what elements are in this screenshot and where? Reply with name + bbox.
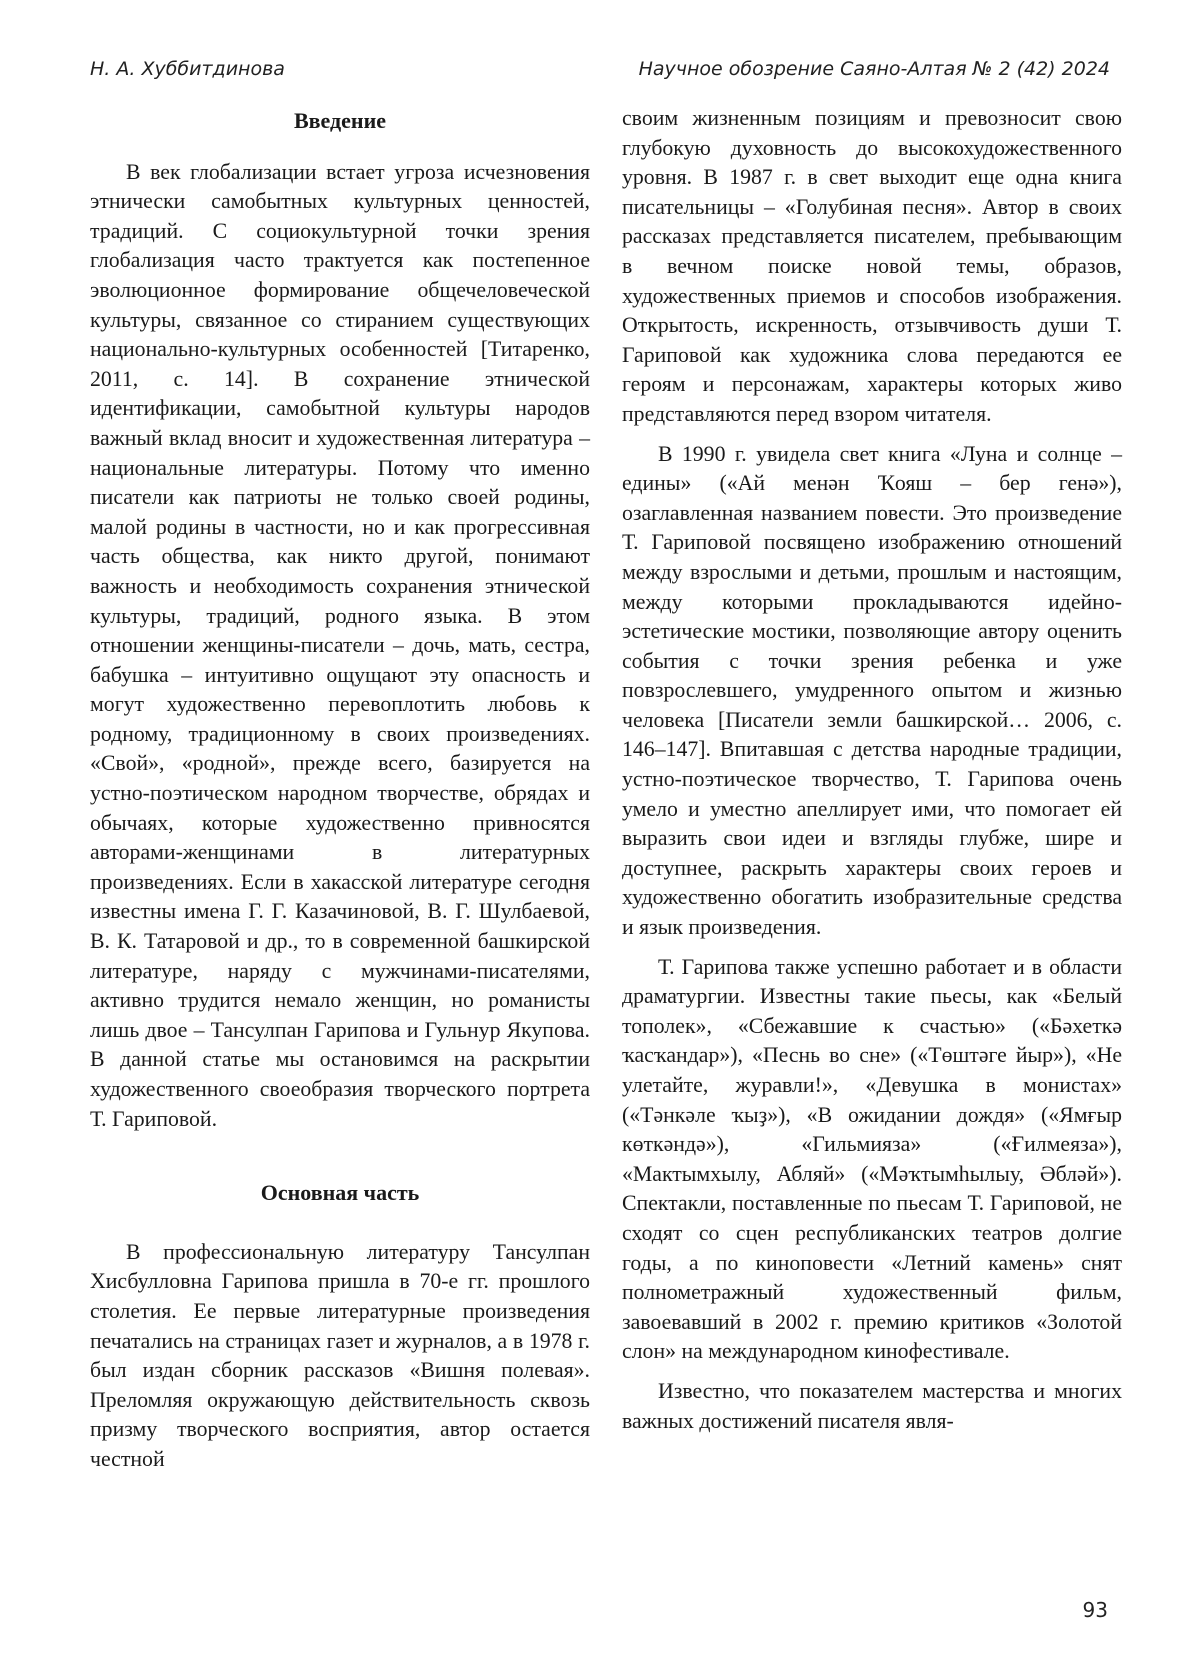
paragraph-main-1: В профессиональную литературу Тансулпан Хисбулловна Гарипова пришла в 70-е гг. прошлого столетия. Ее первые литературные произведения печатались на страницах газет и журналов, а в 1978 г. был издан сборник рассказов «Вишня полевая». Преломляя окружающую действительность сквозь призму творческого восприятия, автор остается честной <box>90 1239 590 1471</box>
running-head-journal: Научное обозрение Саяно-Алтая № 2 (42) 2024 <box>638 58 1110 80</box>
running-head-author: Н. А. Хуббитдинова <box>90 58 285 80</box>
section-heading-main: Основная часть <box>260 1180 420 1206</box>
right-column <box>622 104 1122 1446</box>
section-heading-introduction: Введение <box>293 108 387 133</box>
paragraph-mastery: Известно, что показателем мастерства и многих важных достижений писателя явля- <box>622 1378 1122 1433</box>
paragraph-drama: Т. Гарипова также успешно работает и в области драматургии. Известны такие пьесы, как «Белый тополек», «Сбежавшие к счастью» («Бәхеткә ҡасҡандар»), «Песнь во сне» («Төштәге йыр»), «Не улетайте, журавли!», «Девушка в монистах» («Тәнкәле ҡыҙ»), «В ожидании дождя» («Ямғыр көткәндә»), «Гильмияза» («Ғилмеяза»), «Мактымхылу, Абляй» («Мәҡтымһылыу, Әбләй»). Спектакли, поставленные по пьесам Т. Гариповой, не сходят со сцен республиканских театров долгие годы, а по киноповести «Летний камень» снят полнометражный художественный фильм, завоевавший в 2002 г. премию критиков «Золотой слон» на международном кинофестивале. <box>622 954 1122 1364</box>
paragraph-continued: своим жизненным позициям и превозносит свою глубокую духовность до высокохудожественного уровня. В 1987 г. в свет выходит еще одна книга писательницы – «Голубиная песня». Автор в своих рассказах представляется писателем, пребывающим в вечном поиске новой темы, образов, художественных приемов и способов изображения. Открытость, искренность, отзывчивость души Т. Гариповой как художника слова передаются ее героям и персонажам, характеры которых живо представляются перед взором читателя. <box>622 106 1122 426</box>
left-column <box>90 104 590 1485</box>
paragraph-introduction: В век глобализации встает угроза исчезновения этнически самобытных культурных ценностей, традиций. С социокультурной точки зрения глобализация часто трактуется как постепенное эволюционное формирование общечеловеческой культуры, связанное со стиранием существующих национально-культурных особенностей [Титаренко, 2011, с. 14]. В сохранение этнической идентификации, самобытной культуры народов важный вклад вносит и художественная литература – национальные литературы. Потому что именно писатели как патриоты не только своей родины, малой родины в частности, но и как прогрессивная часть общества, как никто другой, понимают важность и необходимость сохранения этнической культуры, традиций, родного языка. В этом отношении женщины-писатели – дочь, мать, сестра, бабушка – интуитивно ощущают эту опасность и могут художественно перевоплотить любовь к родному, традиционному в своих произведениях. «Свой», «родной», прежде всего, базируется на устно-поэтическом народном творчестве, обрядах и обычаях, которые художественно привносятся авторами-женщинами в литературных произведениях. Если в хакасской литературе сегодня известны имена Г. Г. Казачиновой, В. Г. Шулбаевой, В. К. Татаровой и др., то в современной башкирской литературе, наряду с мужчинами-писателями, активно трудится немало женщин, но романисты лишь двое – Тансулпан Гарипова и Гульнур Якупова. В данной статье мы остановимся на раскрытии художественного своеобразия творческого портрета Т. Гариповой. <box>90 159 590 1131</box>
page-number: 93 <box>1082 1598 1108 1622</box>
running-head <box>90 58 1110 88</box>
paragraph-1990-book: В 1990 г. увидела свет книга «Луна и солнце – едины» («Ай менән Ҡояш – бер генә»), озаглавленная названием повести. Это произведение Т. Гариповой посвящено изображению отношений между взрослыми и детьми, прошлым и настоящим, между которыми прокладываются идейно-эстетические мостики, позволяющие автору оценить события с точки зрения ребенка и уже повзрослевшего, умудренного опытом и жизнью человека [Писатели земли башкирской… 2006, с. 146–147]. Впитавшая с детства народные традиции, устно-поэтическое творчество, Т. Гарипова очень умело и уместно апеллирует ими, что помогает ей выразить свои идеи и взгляды глубже, шире и доступнее, раскрыть характеры своих героев и художественно обогатить изобразительные средства и язык произведения. <box>622 441 1122 940</box>
